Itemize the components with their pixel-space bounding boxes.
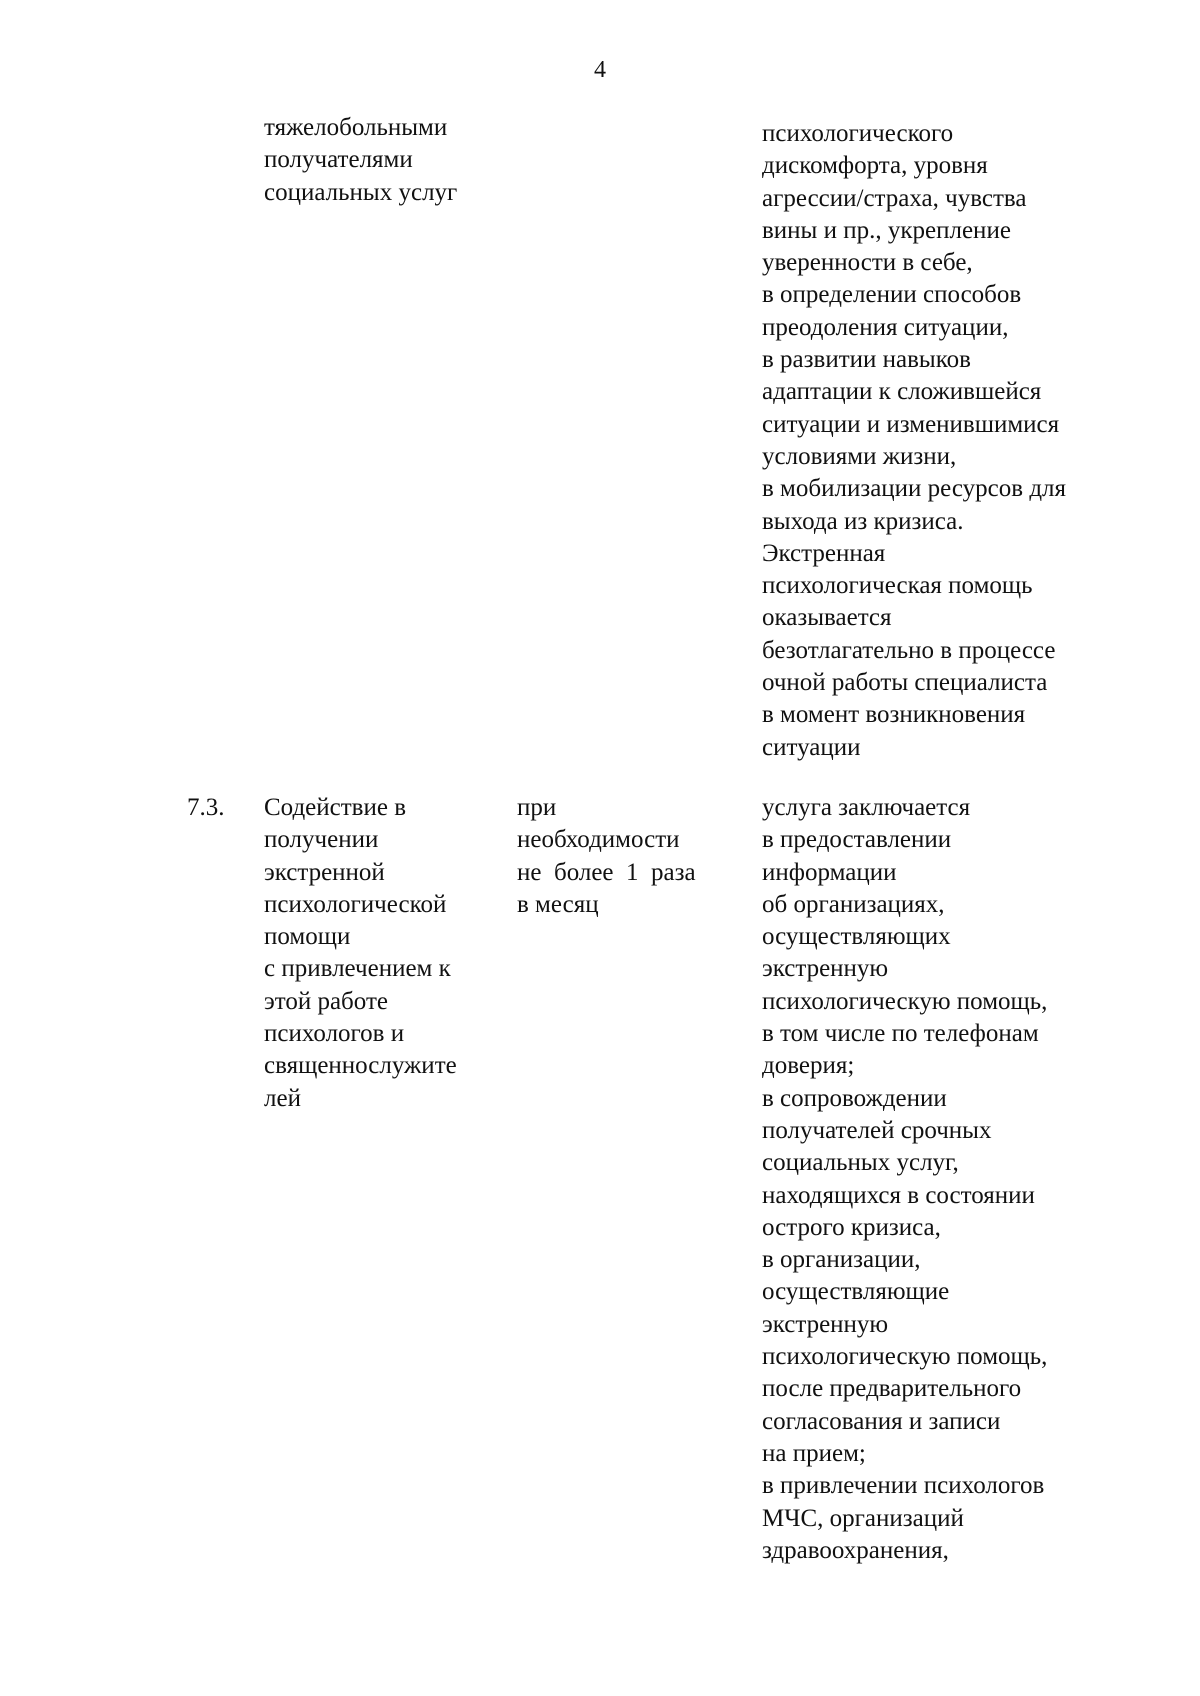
text-line: дискомфорта, уровня [762, 152, 988, 180]
text-line: осуществляющих [762, 923, 951, 951]
text-line: в организации, [762, 1246, 921, 1274]
text-line: при [517, 794, 557, 821]
text-line: социальных услуг [264, 178, 458, 206]
continued-row-service-name [264, 112, 457, 209]
text-line: необходимости [517, 826, 680, 854]
text-line: адаптации к сложившейся [762, 378, 1042, 406]
text-line: в момент возникновения [762, 701, 1026, 729]
text-line: услуга заключается [762, 794, 971, 821]
continued-row-description [762, 118, 1066, 764]
text-line: оказывается [762, 604, 892, 632]
text-line: Содействие в [264, 794, 407, 821]
text-line: в сопровождении [762, 1084, 947, 1112]
text-line: психологов и [264, 1020, 405, 1048]
text-line: согласования и записи [762, 1407, 1001, 1435]
text-line: здравоохранения, [762, 1536, 949, 1564]
text-line: в определении способов [762, 281, 1022, 309]
text-line: в предоставлении [762, 826, 952, 854]
text-line: очной работы специалиста [762, 669, 1048, 697]
text-line: помощи [264, 923, 351, 951]
text-line: этой работе [264, 987, 388, 1015]
text-line: социальных услуг, [762, 1149, 959, 1177]
text-line: психологическую помощь, [762, 1343, 1048, 1371]
text-line: психологической [264, 890, 447, 918]
text-line: священнослужите [264, 1052, 457, 1080]
text-line: на прием; [762, 1439, 866, 1467]
text-line: ситуации [762, 733, 861, 761]
text-line: экстренной [264, 858, 385, 886]
text-line: получении [264, 826, 379, 854]
text-line: условиями жизни, [762, 442, 957, 470]
text-line: безотлагательно в процессе [762, 636, 1056, 664]
row-7-3-service-name [264, 792, 457, 1115]
text-line: об организациях, [762, 890, 945, 918]
text-line: Экстренная [762, 539, 886, 567]
text-line: агрессии/страха, чувства [762, 184, 1027, 212]
text-line: психологическая помощь [762, 572, 1033, 600]
row-7-3-number: 7.3. [187, 794, 225, 821]
text-line: в привлечении психологов [762, 1472, 1045, 1500]
text-line: в развитии навыков [762, 346, 971, 374]
text-line: преодоления ситуации, [762, 313, 1009, 341]
text-line: выхода из кризиса. [762, 507, 964, 535]
text-line: информации [762, 858, 897, 886]
text-line: осуществляющие [762, 1278, 950, 1306]
row-7-3-periodicity [517, 792, 696, 921]
text-line: психологическую помощь, [762, 987, 1048, 1015]
text-line: доверия; [762, 1052, 855, 1080]
text-line: в мобилизации ресурсов для [762, 475, 1067, 503]
text-line: после предварительного [762, 1375, 1022, 1403]
text-line: получателей срочных [762, 1116, 992, 1144]
text-line: не более 1 раза [517, 858, 696, 886]
text-line: экстренную [762, 1310, 889, 1338]
text-line: вины и пр., укрепление [762, 216, 1011, 244]
text-line: ситуации и изменившимися [762, 410, 1060, 438]
text-line: МЧС, организаций [762, 1504, 964, 1532]
text-line: получателями [264, 146, 413, 174]
text-line: тяжелобольными [264, 114, 448, 141]
text-line: лей [264, 1084, 301, 1112]
text-line: в том числе по телефонам [762, 1020, 1039, 1048]
text-line: экстренную [762, 955, 889, 983]
row-7-3-description [762, 792, 1047, 1567]
text-line: острого кризиса, [762, 1213, 941, 1241]
text-line: уверенности в себе, [762, 249, 973, 277]
page-number: 4 [594, 57, 606, 83]
text-line: с привлечением к [264, 955, 451, 983]
text-line: находящихся в состоянии [762, 1181, 1035, 1209]
text-line: в месяц [517, 890, 599, 918]
text-line: психологического [762, 120, 954, 147]
